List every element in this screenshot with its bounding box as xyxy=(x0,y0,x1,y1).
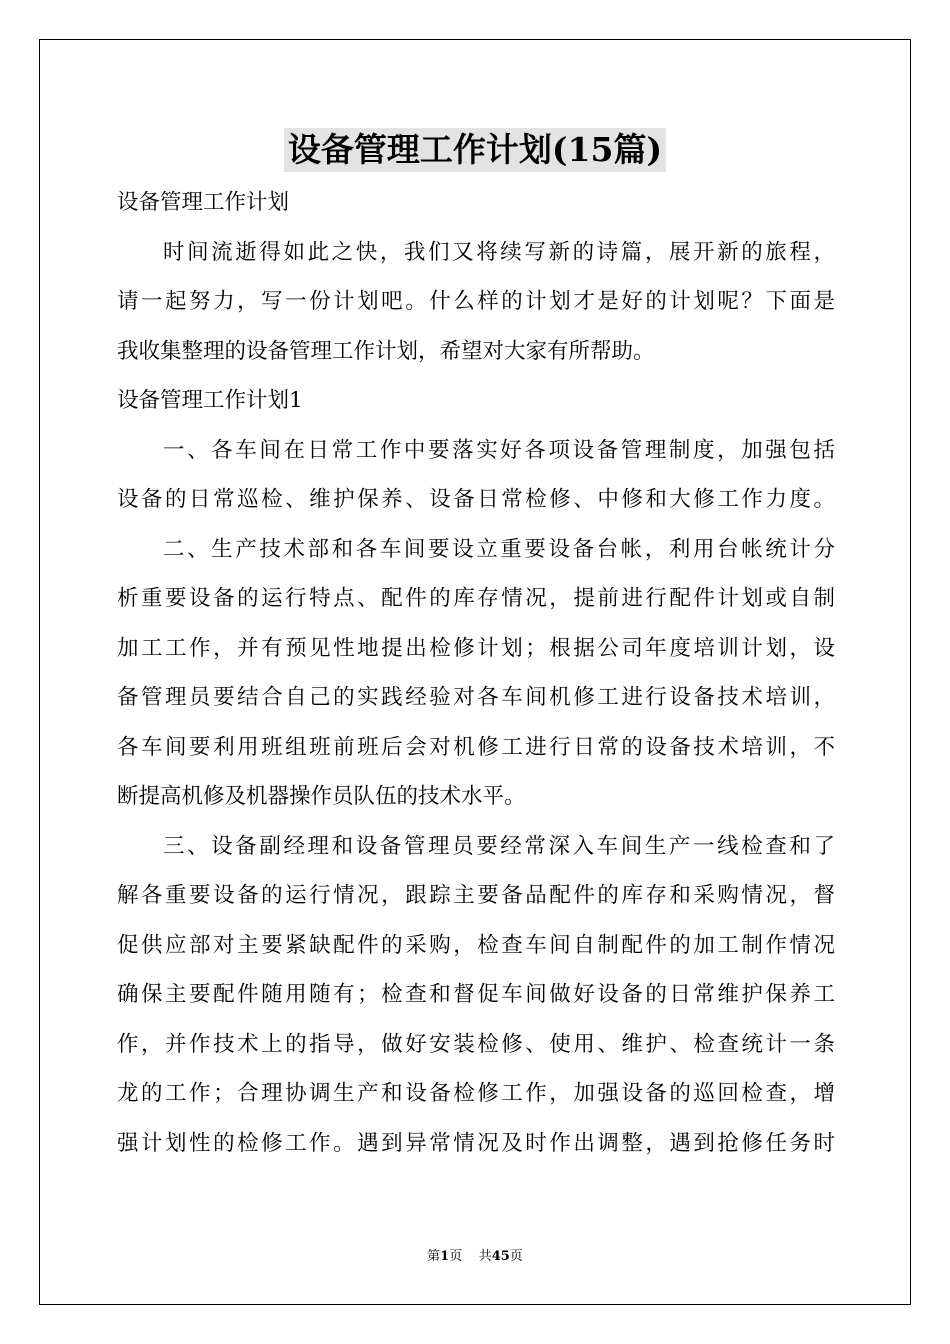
text-line: 设备管理工作计划 xyxy=(117,190,290,215)
footer-page-number: 1 xyxy=(440,1249,450,1264)
text-line: 设备管理工作计划1 xyxy=(117,388,303,413)
text-line: 确保主要配件随用随有；检查和督促车间做好设备的日常维护保养工 xyxy=(117,982,835,1007)
text-line: 请一起努力，写一份计划吧。什么样的计划才是好的计划呢？下面是 xyxy=(117,289,835,314)
text-line: 三、设备副经理和设备管理员要经常深入车间生产一线检查和了 xyxy=(163,833,835,859)
text-line: 解各重要设备的运行情况，跟踪主要备品配件的库存和采购情况，督 xyxy=(117,883,835,908)
text-line: 设备的日常巡检、维护保养、设备日常检修、中修和大修工作力度。 xyxy=(117,487,835,512)
page-footer xyxy=(0,1248,950,1266)
document-body xyxy=(117,178,835,1168)
document-title: 设备管理工作计划(15篇) xyxy=(284,128,666,172)
text-line: 我收集整理的设备管理工作计划，希望对大家有所帮助。 xyxy=(117,338,655,364)
text-line: 一、各车间在日常工作中要落实好各项设备管理制度，加强包括 xyxy=(163,437,835,463)
footer-total-prefix: 共 xyxy=(478,1249,492,1264)
text-line: 各车间要利用班组班前班后会对机修工进行日常的设备技术培训，不 xyxy=(117,734,835,760)
text-line: 二、生产技术部和各车间要设立重要设备台帐，利用台帐统计分 xyxy=(163,536,835,562)
text-line: 断提高机修及机器操作员队伍的技术水平。 xyxy=(117,784,526,809)
footer-page-prefix: 第 xyxy=(427,1249,441,1264)
footer-total-pages: 45 xyxy=(491,1249,510,1264)
text-line: 促供应部对主要紧缺配件的采购，检查车间自制配件的加工制作情况 xyxy=(117,932,835,958)
footer-page-suffix: 页 xyxy=(449,1249,463,1264)
text-line: 时间流逝得如此之快，我们又将续写新的诗篇，展开新的旅程， xyxy=(163,239,835,265)
text-line: 龙的工作；合理协调生产和设备检修工作，加强设备的巡回检查，增 xyxy=(117,1081,835,1106)
footer-total-suffix: 页 xyxy=(509,1249,523,1264)
text-line: 强计划性的检修工作。遇到异常情况及时作出调整，遇到抢修任务时 xyxy=(117,1130,835,1156)
text-line: 作，并作技术上的指导，做好安装检修、使用、维护、检查统计一条 xyxy=(117,1031,835,1057)
title-container xyxy=(0,128,950,172)
text-line: 备管理员要结合自己的实践经验对各车间机修工进行设备技术培训， xyxy=(117,685,835,710)
text-line: 加工工作，并有预见性地提出检修计划；根据公司年度培训计划，设 xyxy=(117,635,835,661)
text-line: 析重要设备的运行特点、配件的库存情况，提前进行配件计划或自制 xyxy=(117,586,835,611)
